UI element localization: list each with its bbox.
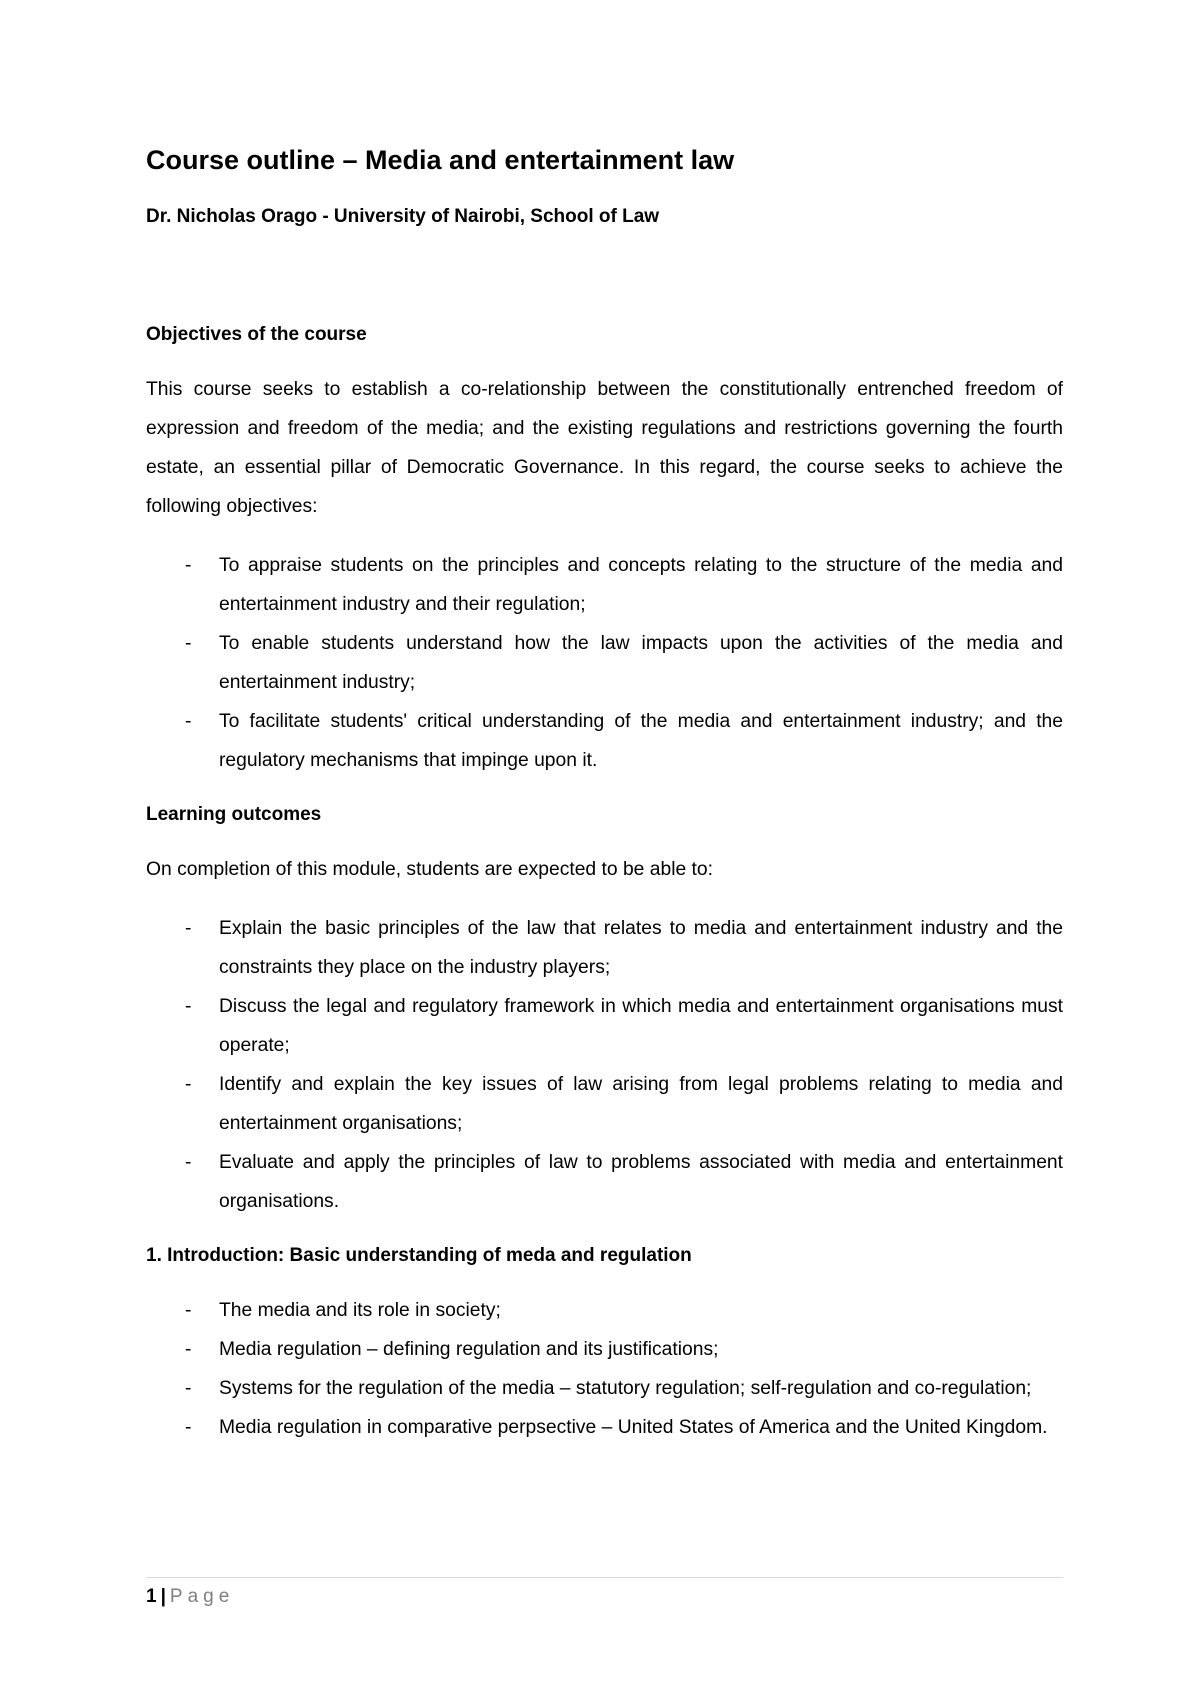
list-item-text: Evaluate and apply the principles of law to problems associated with media and entertainment organisations.: [219, 1152, 1063, 1212]
dash-bullet: -: [185, 918, 192, 939]
dash-bullet: -: [185, 633, 192, 654]
list-item-text: Media regulation – defining regulation and its justifications;: [219, 1339, 719, 1360]
page-number: 1: [146, 1586, 157, 1607]
outcomes-heading: Learning outcomes: [146, 804, 322, 825]
dash-bullet: -: [185, 555, 192, 576]
list-item-text: Media regulation in comparative perpsective – United States of America and the United Kingdom.: [219, 1417, 1048, 1438]
list-item: [146, 702, 1063, 780]
page-content: [146, 140, 1063, 1467]
outcomes-intro: On completion of this module, students are expected to be able to:: [146, 859, 713, 880]
objectives-heading: Objectives of the course: [146, 324, 367, 345]
outcomes-list: [146, 909, 1063, 1221]
dash-bullet: -: [185, 1378, 192, 1399]
introduction-list: [146, 1291, 1063, 1447]
list-item: [146, 546, 1063, 624]
dash-bullet: -: [185, 1417, 192, 1438]
author-line: Dr. Nicholas Orago - University of Nairobi, School of Law: [146, 206, 660, 227]
list-item: [146, 987, 1063, 1065]
list-item-text: To appraise students on the principles and concepts relating to the structure of the media and entertainment industry and their regulation;: [219, 555, 1063, 615]
list-item: [146, 909, 1063, 987]
list-item: [146, 1369, 1063, 1408]
list-item: [146, 1330, 1063, 1369]
dash-bullet: -: [185, 1152, 192, 1173]
list-item-text: Identify and explain the key issues of law arising from legal problems relating to media and entertainment organisations;: [219, 1074, 1063, 1134]
dash-bullet: -: [185, 996, 192, 1017]
list-item: [146, 624, 1063, 702]
document-title: Course outline – Media and entertainment law: [146, 145, 735, 175]
objectives-list: [146, 546, 1063, 780]
list-item-text: Discuss the legal and regulatory framework in which media and entertainment organisations must operate;: [219, 996, 1063, 1056]
list-item: [146, 1408, 1063, 1447]
dash-bullet: -: [185, 1074, 192, 1095]
introduction-heading: 1. Introduction: Basic understanding of meda and regulation: [146, 1245, 692, 1266]
list-item: [146, 1143, 1063, 1221]
dash-bullet: -: [185, 711, 192, 732]
list-item-text: To enable students understand how the law impacts upon the activities of the media and entertainment industry;: [219, 633, 1063, 693]
list-item-text: Explain the basic principles of the law that relates to media and entertainment industry and the constraints they place on the industry players;: [219, 918, 1063, 978]
dash-bullet: -: [185, 1300, 192, 1321]
list-item: [146, 1291, 1063, 1330]
list-item-text: The media and its role in society;: [219, 1300, 501, 1321]
objectives-intro: This course seeks to establish a co-relationship between the constitutionally entrenched freedom of expression and freedom of the media; and the existing regulations and restrictions governing the fourth estate, an essential pillar of Democratic Governance. In this regard, the course seeks to achieve the following objectives:: [146, 379, 1063, 517]
footer-separator: |: [160, 1586, 166, 1607]
list-item: [146, 1065, 1063, 1143]
list-item-text: To facilitate students' critical understanding of the media and entertainment industry; and the regulatory mechanisms that impinge upon it.: [219, 711, 1063, 771]
page-footer: [146, 1577, 1063, 1612]
dash-bullet: -: [185, 1339, 192, 1360]
page-label: Page: [169, 1586, 235, 1607]
list-item-text: Systems for the regulation of the media – statutory regulation; self-regulation and co-regulation;: [219, 1378, 1032, 1399]
